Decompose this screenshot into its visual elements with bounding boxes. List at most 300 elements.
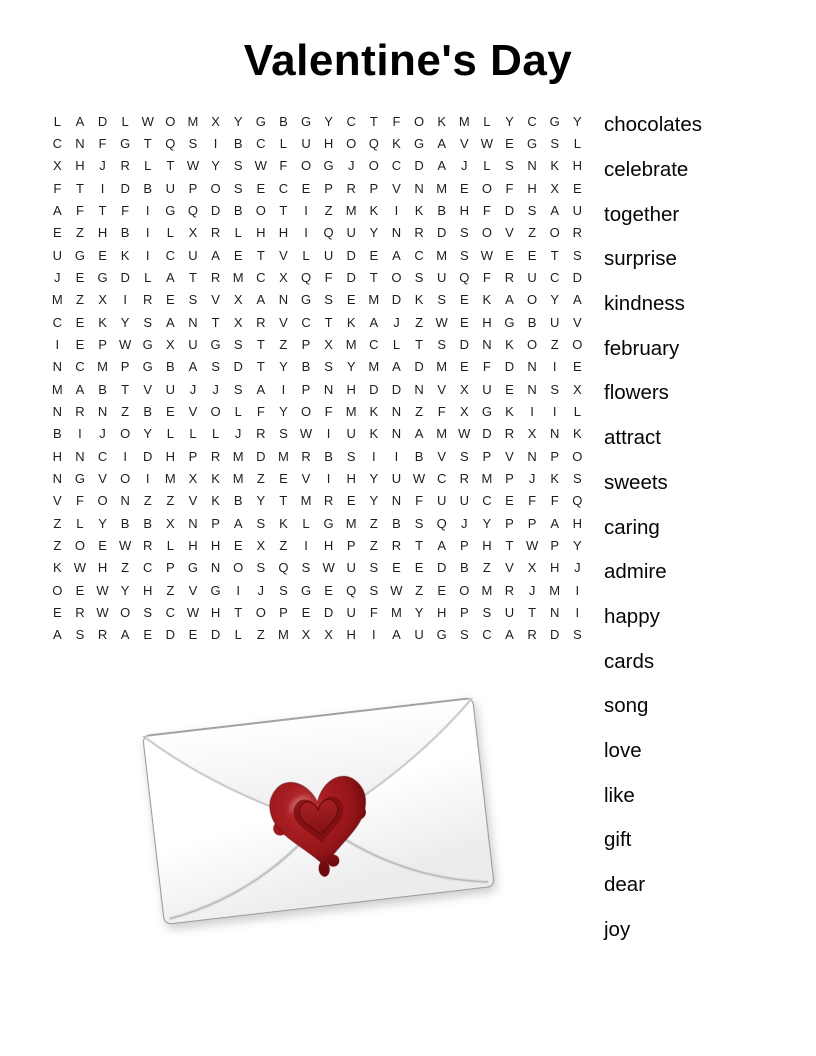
grid-letter: Y	[550, 292, 560, 308]
grid-letter: P	[120, 359, 130, 375]
grid-letter: E	[505, 247, 514, 263]
grid-letter: O	[165, 113, 176, 129]
grid-letter: O	[572, 448, 583, 464]
grid-letter: P	[550, 537, 560, 553]
grid-letter: G	[481, 403, 492, 419]
grid-letter: Q	[368, 135, 379, 151]
grid-letter: R	[504, 269, 515, 285]
grid-letter: S	[414, 515, 424, 531]
grid-letter: K	[279, 515, 288, 531]
grid-letter: Z	[75, 292, 84, 308]
grid-letter: L	[483, 113, 491, 129]
grid-letter: H	[188, 537, 198, 553]
grid-letter: L	[144, 269, 152, 285]
grid-letter: N	[188, 515, 198, 531]
grid-letter: X	[527, 426, 537, 442]
grid-letter: L	[302, 247, 310, 263]
grid-letter: Y	[369, 493, 379, 509]
grid-letter: O	[527, 336, 538, 352]
grid-letter: T	[256, 359, 265, 375]
grid-letter: K	[211, 493, 220, 509]
grid-letter: U	[188, 336, 198, 352]
grid-letter: F	[505, 180, 514, 196]
grid-letter: U	[188, 247, 198, 263]
grid-letter: R	[143, 292, 153, 308]
grid-letter: G	[527, 135, 538, 151]
grid-letter: S	[188, 135, 198, 151]
grid-letter: T	[234, 604, 243, 620]
grid-letter: O	[391, 269, 402, 285]
grid-letter: P	[98, 336, 107, 352]
grid-letter: K	[369, 403, 379, 419]
grid-letter: B	[166, 359, 175, 375]
grid-letter: U	[301, 135, 311, 151]
grid-letter: Y	[572, 113, 582, 129]
grid-letter: H	[75, 158, 85, 174]
grid-letter: A	[188, 359, 198, 375]
grid-letter: J	[99, 426, 106, 442]
grid-letter: H	[52, 448, 62, 464]
grid-letter: Z	[166, 493, 175, 509]
word-list	[604, 103, 702, 952]
grid-letter: T	[98, 202, 107, 218]
grid-letter: E	[98, 537, 107, 553]
grid-letter: E	[324, 582, 333, 598]
grid-letter: Q	[165, 135, 176, 151]
grid-letter: A	[505, 292, 514, 308]
grid-letter: V	[437, 381, 446, 397]
grid-letter: M	[187, 113, 199, 129]
grid-letter: N	[391, 403, 402, 419]
grid-letter: J	[528, 470, 536, 486]
grid-letter: J	[54, 269, 61, 285]
grid-letter: A	[437, 135, 446, 151]
grid-letter: M	[164, 470, 176, 486]
grid-letter: A	[369, 314, 379, 330]
grid-letter: N	[97, 403, 108, 419]
grid-letter: N	[52, 470, 62, 486]
grid-letter: G	[142, 336, 153, 352]
grid-letter: M	[549, 582, 561, 598]
grid-letter: P	[324, 180, 333, 196]
grid-letter: O	[549, 225, 560, 241]
grid-letter: K	[437, 113, 446, 129]
grid-letter: E	[301, 180, 311, 196]
grid-letter: X	[301, 627, 311, 643]
grid-letter: Z	[369, 537, 378, 553]
grid-letter: V	[505, 225, 514, 241]
grid-letter: E	[527, 247, 537, 263]
grid-letter: V	[459, 135, 469, 151]
word-list-item: celebrate	[604, 158, 689, 182]
grid-letter: A	[550, 202, 560, 218]
grid-letter: T	[75, 180, 84, 196]
grid-letter: Q	[300, 269, 312, 285]
grid-letter: J	[461, 515, 468, 531]
grid-letter: S	[233, 336, 243, 352]
grid-letter: F	[528, 493, 537, 509]
grid-letter: N	[391, 426, 402, 442]
grid-letter: X	[166, 515, 175, 531]
grid-letter: W	[390, 582, 403, 598]
grid-letter: S	[143, 314, 153, 330]
grid-letter: E	[75, 582, 85, 598]
grid-letter: G	[210, 336, 221, 352]
grid-letter: L	[53, 113, 61, 129]
grid-letter: G	[300, 113, 312, 129]
grid-letter: L	[121, 113, 129, 129]
grid-letter: K	[414, 202, 424, 218]
word-list-item: chocolates	[604, 113, 703, 137]
grid-letter: Z	[279, 336, 288, 352]
grid-letter: S	[256, 560, 266, 576]
grid-letter: B	[459, 560, 469, 576]
grid-letter: I	[123, 448, 127, 464]
grid-letter: E	[346, 292, 356, 308]
grid-letter: C	[369, 336, 379, 352]
grid-letter: H	[97, 225, 108, 241]
grid-letter: G	[549, 113, 560, 129]
grid-letter: D	[550, 627, 560, 643]
grid-letter: R	[572, 225, 583, 241]
grid-letter: T	[415, 336, 424, 352]
grid-letter: A	[392, 627, 401, 643]
grid-letter: F	[279, 158, 288, 174]
grid-letter: M	[481, 582, 493, 598]
grid-letter: N	[527, 158, 537, 174]
grid-letter: H	[482, 537, 492, 553]
grid-letter: W	[435, 314, 448, 330]
grid-letter: R	[323, 493, 334, 509]
grid-letter: E	[166, 292, 175, 308]
word-list-item: song	[604, 694, 649, 718]
grid-letter: Y	[256, 493, 266, 509]
grid-letter: H	[97, 560, 108, 576]
grid-letter: N	[75, 135, 85, 151]
grid-letter: M	[232, 269, 244, 285]
grid-letter: J	[347, 158, 355, 174]
grid-letter: Y	[120, 582, 130, 598]
word-list-item: admire	[604, 560, 667, 584]
grid-letter: Z	[482, 560, 491, 576]
grid-letter: R	[143, 537, 153, 553]
grid-letter: E	[459, 180, 469, 196]
grid-letter: S	[369, 560, 379, 576]
grid-letter: T	[550, 247, 559, 263]
word-list-item: cards	[604, 649, 655, 673]
grid-letter: S	[346, 448, 356, 464]
grid-letter: M	[51, 381, 63, 397]
grid-letter: Z	[256, 470, 265, 486]
grid-letter: R	[346, 180, 356, 196]
grid-letter: R	[210, 269, 221, 285]
word-list-item: surprise	[604, 247, 677, 271]
grid-letter: L	[279, 135, 288, 151]
grid-letter: E	[256, 180, 266, 196]
grid-letter: M	[277, 448, 289, 464]
grid-letter: H	[165, 448, 176, 464]
grid-letter: N	[527, 381, 537, 397]
grid-letter: Z	[166, 582, 175, 598]
grid-letter: T	[415, 537, 424, 553]
grid-letter: Q	[187, 202, 199, 218]
grid-letter: K	[550, 158, 560, 174]
grid-letter: M	[436, 247, 448, 263]
grid-letter: A	[166, 269, 175, 285]
grid-letter: X	[572, 381, 582, 397]
grid-letter: W	[322, 560, 335, 576]
grid-letter: G	[300, 292, 312, 308]
grid-letter: R	[301, 448, 311, 464]
grid-letter: S	[572, 247, 582, 263]
grid-letter: R	[504, 582, 515, 598]
grid-letter: I	[552, 359, 557, 375]
grid-letter: E	[233, 537, 243, 553]
grid-letter: H	[210, 537, 221, 553]
word-list-item: attract	[604, 426, 661, 450]
grid-letter: N	[188, 314, 198, 330]
grid-letter: D	[459, 336, 469, 352]
grid-letter: B	[120, 225, 130, 241]
grid-letter: B	[233, 135, 243, 151]
grid-letter: E	[346, 493, 356, 509]
grid-letter: A	[52, 202, 62, 218]
grid-letter: O	[481, 180, 492, 196]
grid-letter: X	[98, 292, 107, 308]
grid-letter: D	[97, 113, 108, 129]
grid-letter: M	[436, 359, 448, 375]
grid-letter: Y	[369, 470, 379, 486]
grid-letter: B	[527, 314, 537, 330]
grid-letter: L	[144, 158, 152, 174]
grid-letter: R	[120, 158, 130, 174]
grid-letter: V	[301, 470, 311, 486]
word-list-item: together	[604, 202, 680, 226]
grid-letter: S	[233, 180, 243, 196]
grid-letter: G	[323, 158, 334, 174]
word-list-item: joy	[604, 917, 631, 941]
grid-letter: M	[391, 604, 402, 620]
grid-letter: M	[458, 113, 470, 129]
grid-letter: O	[210, 180, 221, 196]
grid-letter: W	[118, 336, 132, 352]
grid-letter: M	[232, 470, 244, 486]
puzzle-grid	[46, 110, 589, 646]
grid-letter: Y	[572, 537, 582, 553]
grid-letter: F	[482, 202, 491, 218]
grid-letter: P	[459, 604, 469, 620]
grid-letter: G	[120, 135, 131, 151]
grid-letter: N	[323, 381, 334, 397]
grid-letter: B	[301, 359, 311, 375]
envelope-image	[125, 670, 520, 960]
grid-letter: S	[233, 381, 243, 397]
grid-letter: C	[278, 180, 289, 196]
grid-letter: E	[75, 336, 85, 352]
grid-letter: X	[188, 470, 198, 486]
grid-letter: D	[436, 560, 447, 576]
grid-letter: E	[143, 627, 153, 643]
grid-letter: U	[346, 426, 356, 442]
grid-letter: S	[459, 247, 469, 263]
grid-letter: Z	[121, 560, 130, 576]
grid-letter: O	[210, 403, 221, 419]
grid-letter: U	[323, 247, 334, 263]
grid-letter: M	[345, 202, 357, 218]
grid-letter: R	[504, 426, 515, 442]
grid-letter: U	[504, 604, 515, 620]
grid-letter: Q	[436, 515, 447, 531]
grid-letter: N	[414, 381, 424, 397]
grid-letter: I	[145, 470, 150, 486]
grid-letter: N	[278, 292, 289, 308]
grid-letter: B	[233, 202, 243, 218]
grid-letter: X	[279, 269, 288, 285]
grid-letter: B	[279, 113, 288, 129]
envelope-illustration	[125, 670, 520, 960]
grid-letter: O	[346, 135, 357, 151]
grid-letter: T	[256, 247, 265, 263]
grid-letter: J	[528, 582, 536, 598]
grid-letter: A	[211, 247, 220, 263]
grid-letter: R	[75, 403, 85, 419]
grid-letter: P	[188, 448, 198, 464]
grid-letter: I	[552, 403, 557, 419]
grid-letter: B	[143, 515, 153, 531]
grid-letter: V	[279, 314, 288, 330]
grid-letter: W	[299, 426, 313, 442]
grid-letter: U	[391, 470, 402, 486]
grid-letter: I	[304, 202, 308, 218]
grid-letter: P	[211, 515, 220, 531]
grid-letter: J	[393, 314, 400, 330]
grid-letter: Z	[256, 627, 265, 643]
grid-letter: Z	[53, 537, 62, 553]
grid-letter: X	[233, 314, 243, 330]
grid-letter: C	[550, 269, 560, 285]
grid-letter: S	[505, 158, 514, 174]
grid-letter: H	[572, 515, 583, 531]
grid-letter: G	[323, 515, 334, 531]
grid-letter: B	[143, 403, 153, 419]
grid-letter: X	[324, 627, 333, 643]
grid-letter: L	[234, 225, 242, 241]
grid-letter: B	[437, 202, 446, 218]
grid-letter: N	[550, 426, 560, 442]
grid-letter: V	[143, 381, 153, 397]
grid-letter: K	[572, 426, 582, 442]
grid-letter: S	[188, 292, 198, 308]
grid-letter: C	[165, 604, 176, 620]
word-list-item: caring	[604, 515, 660, 539]
grid-letter: J	[212, 381, 219, 397]
grid-letter: A	[392, 359, 401, 375]
grid-letter: N	[391, 493, 402, 509]
grid-letter: T	[166, 158, 175, 174]
grid-letter: P	[482, 448, 492, 464]
grid-letter: W	[96, 604, 109, 620]
grid-letter: Y	[120, 314, 130, 330]
grid-letter: K	[346, 314, 356, 330]
grid-letter: D	[369, 381, 379, 397]
grid-letter: F	[256, 403, 265, 419]
grid-letter: V	[505, 448, 514, 464]
grid-letter: W	[141, 113, 154, 129]
grid-letter: A	[505, 627, 514, 643]
grid-letter: F	[121, 202, 130, 218]
grid-letter: W	[412, 470, 426, 486]
grid-letter: G	[436, 627, 447, 643]
grid-letter: A	[550, 515, 560, 531]
grid-letter: D	[165, 627, 176, 643]
grid-letter: G	[97, 269, 108, 285]
word-list-item: gift	[604, 828, 632, 852]
grid-letter: Q	[459, 269, 470, 285]
grid-letter: Y	[414, 604, 424, 620]
grid-letter: W	[254, 158, 267, 174]
grid-letter: L	[234, 627, 242, 643]
grid-letter: G	[165, 202, 176, 218]
grid-letter: D	[120, 180, 130, 196]
grid-letter: H	[550, 560, 560, 576]
grid-letter: I	[55, 336, 60, 352]
grid-letter: X	[459, 403, 469, 419]
grid-letter: Z	[415, 582, 424, 598]
grid-letter: X	[166, 336, 175, 352]
grid-letter: F	[324, 269, 333, 285]
grid-letter: S	[459, 448, 469, 464]
grid-letter: S	[459, 627, 469, 643]
grid-letter: J	[189, 381, 197, 397]
grid-letter: E	[188, 627, 198, 643]
grid-letter: M	[97, 359, 108, 375]
grid-letter: I	[304, 537, 308, 553]
grid-letter: E	[437, 582, 446, 598]
grid-letter: S	[550, 381, 560, 397]
grid-letter: A	[437, 537, 446, 553]
grid-letter: S	[75, 627, 85, 643]
grid-letter: M	[345, 336, 357, 352]
grid-letter: P	[301, 381, 311, 397]
grid-letter: D	[210, 627, 221, 643]
grid-letter: N	[75, 448, 85, 464]
grid-letter: Y	[279, 403, 288, 419]
grid-letter: E	[301, 604, 311, 620]
grid-letter: P	[505, 515, 514, 531]
grid-letter: O	[74, 537, 85, 553]
grid-letter: E	[505, 493, 514, 509]
grid-letter: I	[394, 202, 399, 218]
grid-letter: N	[52, 403, 62, 419]
grid-letter: V	[437, 448, 446, 464]
grid-letter: K	[505, 336, 514, 352]
grid-letter: N	[120, 493, 130, 509]
grid-letter: L	[166, 537, 174, 553]
grid-letter: I	[575, 604, 580, 620]
grid-letter: O	[368, 158, 379, 174]
grid-letter: X	[324, 336, 333, 352]
grid-letter: E	[369, 247, 379, 263]
grid-letter: Z	[53, 515, 62, 531]
grid-letter: I	[100, 180, 105, 196]
grid-letter: O	[120, 604, 131, 620]
grid-letter: M	[481, 470, 493, 486]
grid-letter: S	[279, 426, 288, 442]
grid-letter: N	[210, 560, 221, 576]
grid-letter: W	[480, 247, 494, 263]
grid-letter: S	[437, 292, 446, 308]
grid-letter: U	[165, 180, 176, 196]
